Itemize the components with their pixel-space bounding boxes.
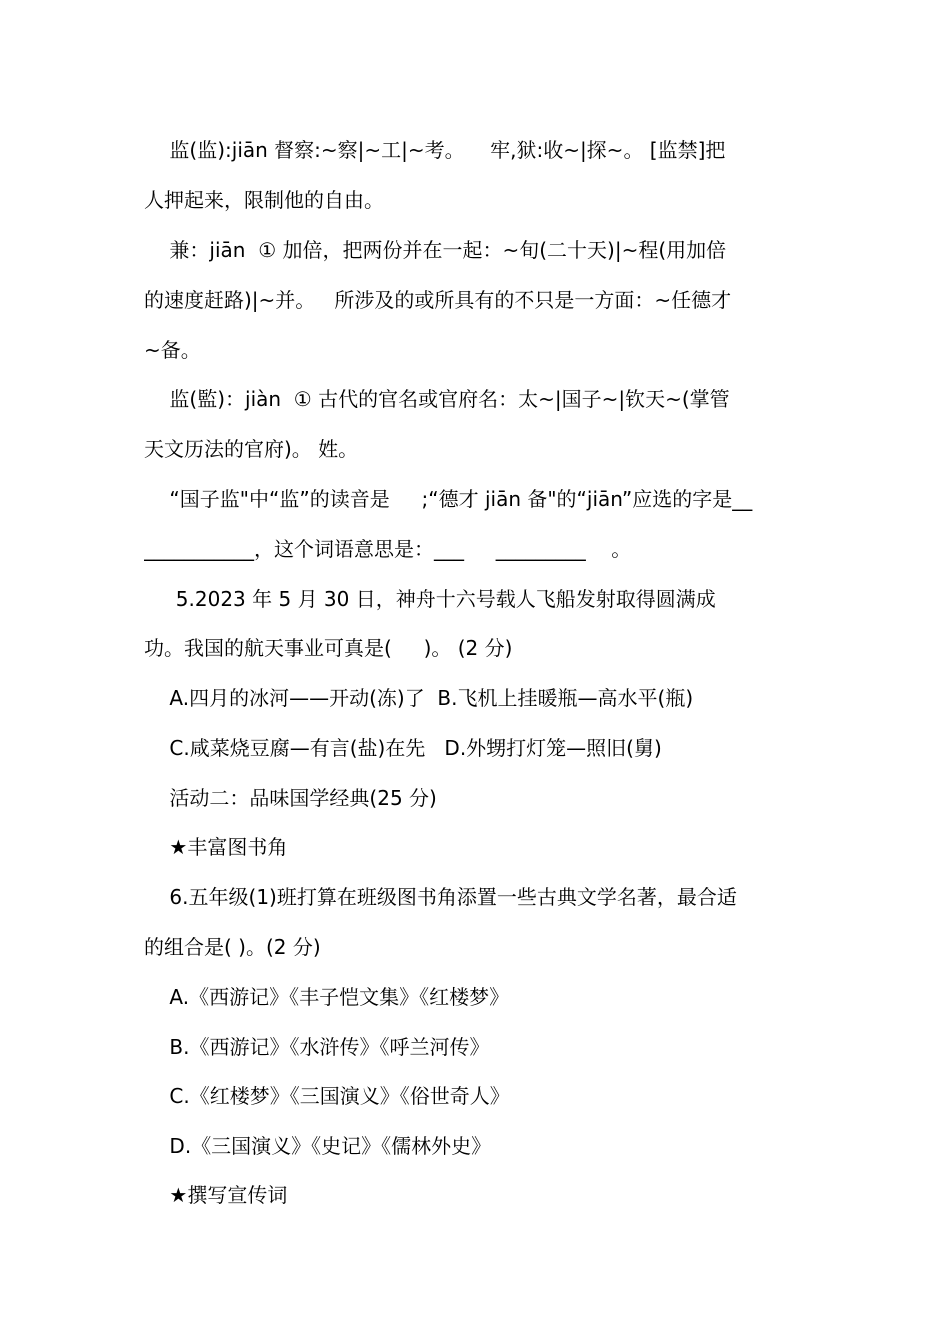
text-line: ~备。	[144, 338, 201, 362]
text-line: 人押起来，限制他的自由。	[144, 188, 384, 212]
text-line: 的速度赶路)|~并。 所涉及的或所具有的不只是一方面：~任德才	[144, 288, 732, 312]
question-5-option: A.四月的冰河——开动(冻)了 B.飞机上挂暖瓶—高水平(瓶)	[144, 686, 694, 710]
section-heading: 活动二：品味国学经典(25 分)	[144, 786, 437, 810]
question-6-option: D.《三国演义》《史记》《儒林外史》	[144, 1134, 492, 1158]
question-6-option: C.《红楼梦》《三国演义》《俗世奇人》	[144, 1084, 510, 1108]
question-6-stem: 的组合是( )。(2 分)	[144, 935, 321, 959]
question-5-stem: 功。我国的航天事业可真是( )。 (2 分)	[144, 636, 513, 660]
question-6-option: B.《西游记》《水浒传》《呼兰河传》	[144, 1035, 490, 1059]
text-line: 监(監)：jiàn ① 古代的官名或官府名：太~|国子~|钦天~(掌管	[144, 387, 730, 411]
text-line: 天文历法的官府)。 姓。	[144, 437, 359, 461]
question-5-stem: 5.2023 年 5 月 30 日，神舟十六号载人飞船发射取得圆满成	[144, 587, 716, 611]
question-6-option: A.《西游记》《丰子恺文集》《红楼梦》	[144, 985, 510, 1009]
text-line: ___________，这个词语意思是：___ _________ 。	[144, 537, 632, 561]
question-6-stem: 6.五年级(1)班打算在班级图书角添置一些古典文学名著，最合适	[144, 885, 737, 909]
question-5-option: C.咸菜烧豆腐—有言(盐)在先 D.外甥打灯笼—照旧(舅)	[144, 736, 662, 760]
text-line: “国子监"中“监”的读音是 ;“德才 jiān 备"的“jiān”应选的字是__	[144, 487, 753, 511]
subsection-heading: ★丰富图书角	[144, 835, 288, 859]
text-line: 兼：jiān ① 加倍，把两份并在一起：~旬(二十天)|~程(用加倍	[144, 238, 727, 262]
text-line: 监(监):jiān 督察:~察|~工|~考。 牢,狱:收~|探~。 [监禁]把	[144, 138, 726, 162]
subsection-heading: ★撰写宣传词	[144, 1183, 288, 1207]
